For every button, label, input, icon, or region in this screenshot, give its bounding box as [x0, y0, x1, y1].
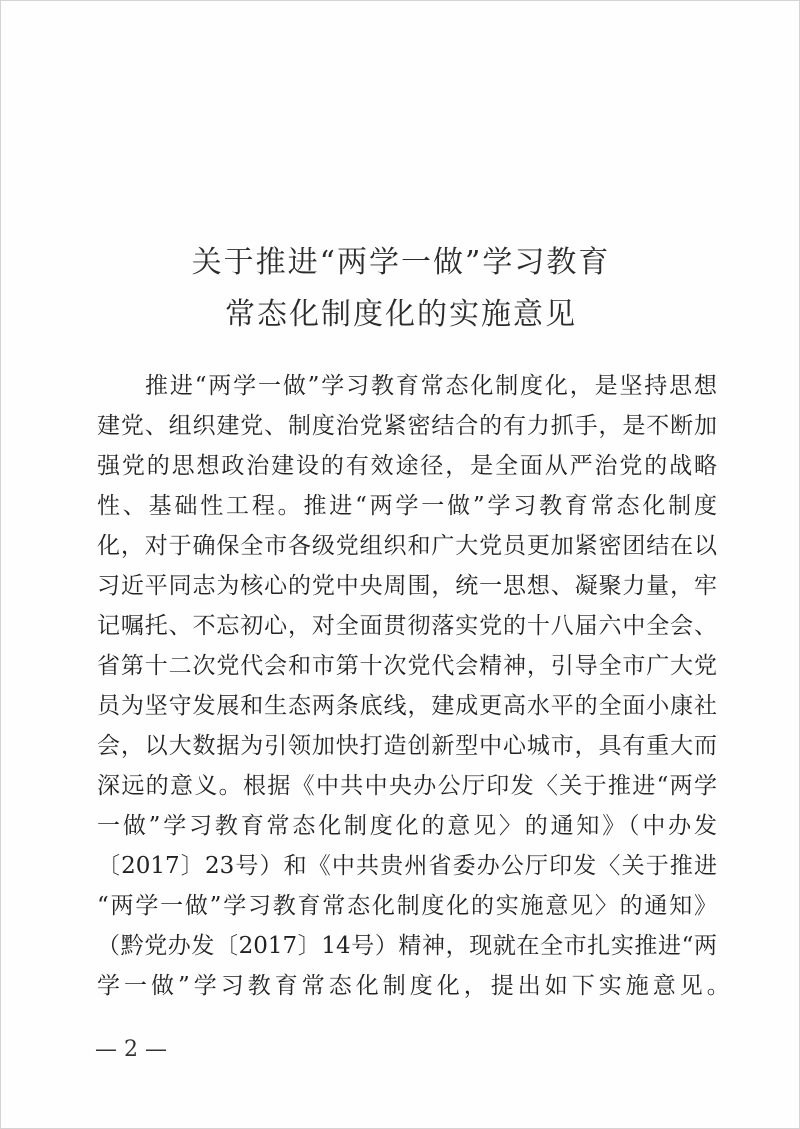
paragraph-line: 化，对于确保全市各级党组织和广大党员更加紧密团结在以 — [97, 533, 717, 559]
paragraph-line: 推进“两学一做”学习教育常态化制度化，是坚持思想 — [145, 373, 717, 399]
paragraph-line: 员为坚守发展和生态两条底线，建成更高水平的全面小康社 — [97, 693, 717, 719]
paragraph-line: （黔党办发〔2017〕14号）精神，现就在全市扎实推进“两 — [97, 933, 717, 959]
page-number: — 2 — — [95, 1037, 167, 1062]
document-title-line-2: 常态化制度化的实施意见 — [225, 297, 577, 332]
paragraph-line: 记嘱托、不忘初心，对全面贯彻落实党的十八届六中全会、 — [97, 613, 717, 639]
paragraph-line: 学一做”学习教育常态化制度化，提出如下实施意见。 — [97, 973, 734, 999]
paragraph-line: “两学一做”学习教育常态化制度化的实施意见〉的通知》 — [97, 893, 717, 919]
paragraph-line: 会，以大数据为引领加快打造创新型中心城市，具有重大而 — [97, 733, 717, 759]
paragraph-line: 省第十二次党代会和市第十次党代会精神，引导全市广大党 — [97, 653, 717, 679]
paragraph-line: 深远的意义。根据《中共中央办公厅印发〈关于推进“两学 — [97, 773, 717, 799]
paragraph-line: 性、基础性工程。推进“两学一做”学习教育常态化制度 — [97, 493, 717, 519]
document-title-line-1: 关于推进“两学一做”学习教育 — [191, 245, 611, 280]
paragraph-line: 建党、组织建党、制度治党紧密结合的有力抓手，是不断加 — [97, 413, 717, 439]
paragraph-line: 一做”学习教育常态化制度化的意见〉的通知》（中办发 — [97, 813, 717, 839]
paragraph-line: 〔2017〕23号）和《中共贵州省委办公厅印发〈关于推进 — [97, 853, 717, 879]
paragraph-line: 强党的思想政治建设的有效途径，是全面从严治党的战略 — [97, 453, 717, 479]
paragraph-line: 习近平同志为核心的党中央周围，统一思想、凝聚力量，牢 — [97, 573, 717, 599]
